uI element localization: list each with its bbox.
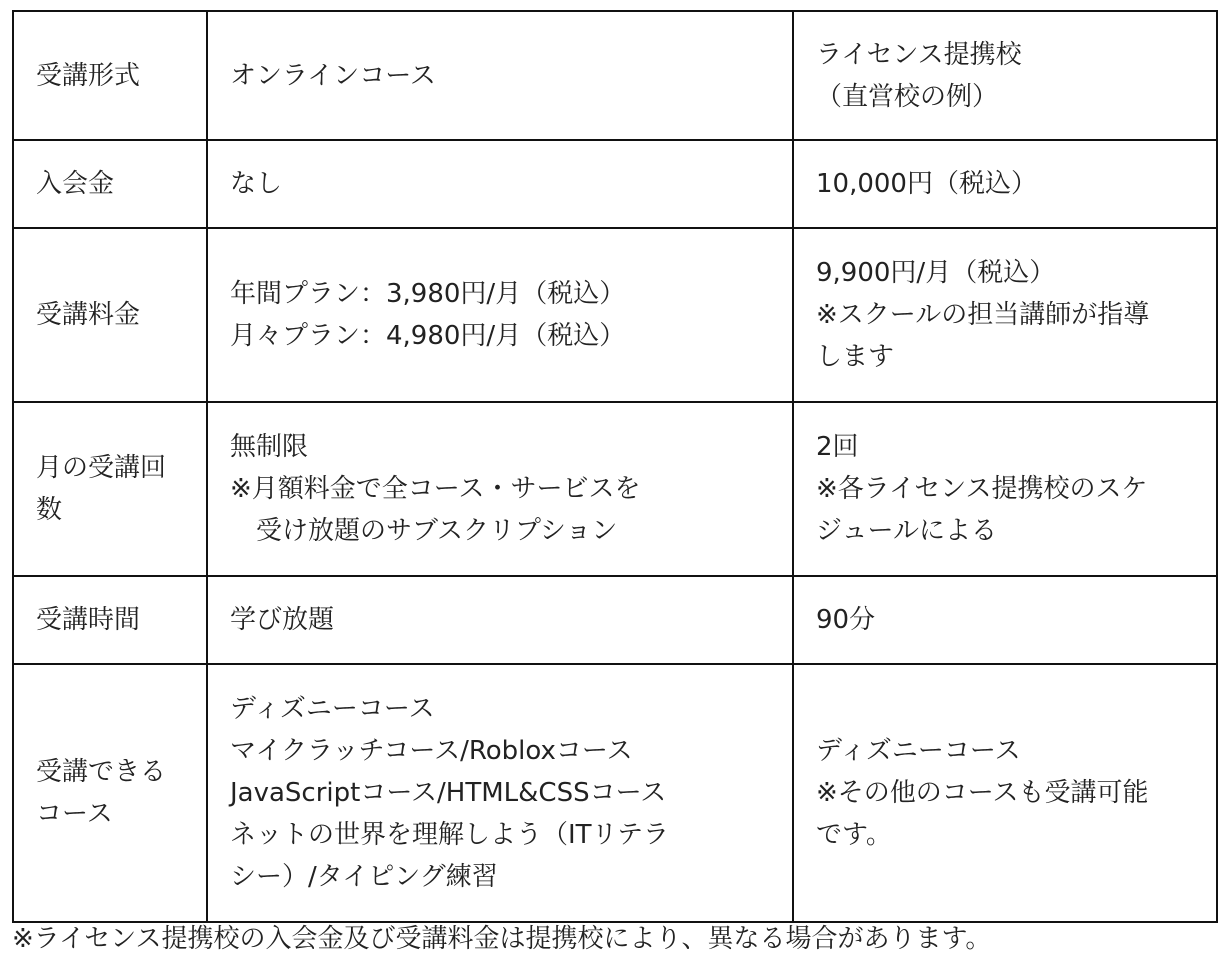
online-course-cell: ディズニーコース マイクラッチコース/Robloxコース JavaScriptコース/HTML&CSSコース ネットの世界を理解しよう（ITリテラ シー）/タイピング練習 xyxy=(207,664,793,922)
online-course-cell: なし xyxy=(207,140,793,228)
online-course-cell: 無制限 ※月額料金で全コース・サービスを 受け放題のサブスクリプション xyxy=(207,402,793,576)
table-row-monthly-sessions xyxy=(13,402,1217,576)
row-label-cell: 入会金 xyxy=(13,140,207,228)
license-school-cell: 9,900円/月（税込） ※スクールの担当講師が指導 します xyxy=(793,228,1217,402)
online-course-cell: 学び放題 xyxy=(207,576,793,664)
row-label-cell: 受講料金 xyxy=(13,228,207,402)
license-school-cell: 10,000円（税込） xyxy=(793,140,1217,228)
license-school-cell: ライセンス提携校 （直営校の例） xyxy=(793,11,1217,140)
online-course-cell: 年間プラン：3,980円/月（税込） 月々プラン：4,980円/月（税込） xyxy=(207,228,793,402)
row-label-cell: 月の受講回 数 xyxy=(13,402,207,576)
license-school-cell: 2回 ※各ライセンス提携校のスケ ジュールによる xyxy=(793,402,1217,576)
table-row-format xyxy=(13,11,1217,140)
row-label-cell: 受講形式 xyxy=(13,11,207,140)
table-row-admission-fee xyxy=(13,140,1217,228)
license-school-cell: ディズニーコース ※その他のコースも受講可能 です。 xyxy=(793,664,1217,922)
row-label-cell: 受講できる コース xyxy=(13,664,207,922)
online-course-cell: オンラインコース xyxy=(207,11,793,140)
footnote: ※ライセンス提携校の入会金及び受講料金は提携校により、異なる場合があります。 xyxy=(12,924,992,954)
table-row-lesson-time xyxy=(13,576,1217,664)
row-label-cell: 受講時間 xyxy=(13,576,207,664)
table-row-tuition xyxy=(13,228,1217,402)
license-school-cell: 90分 xyxy=(793,576,1217,664)
table-row-available-courses xyxy=(13,664,1217,922)
course-comparison-table xyxy=(12,10,1218,923)
